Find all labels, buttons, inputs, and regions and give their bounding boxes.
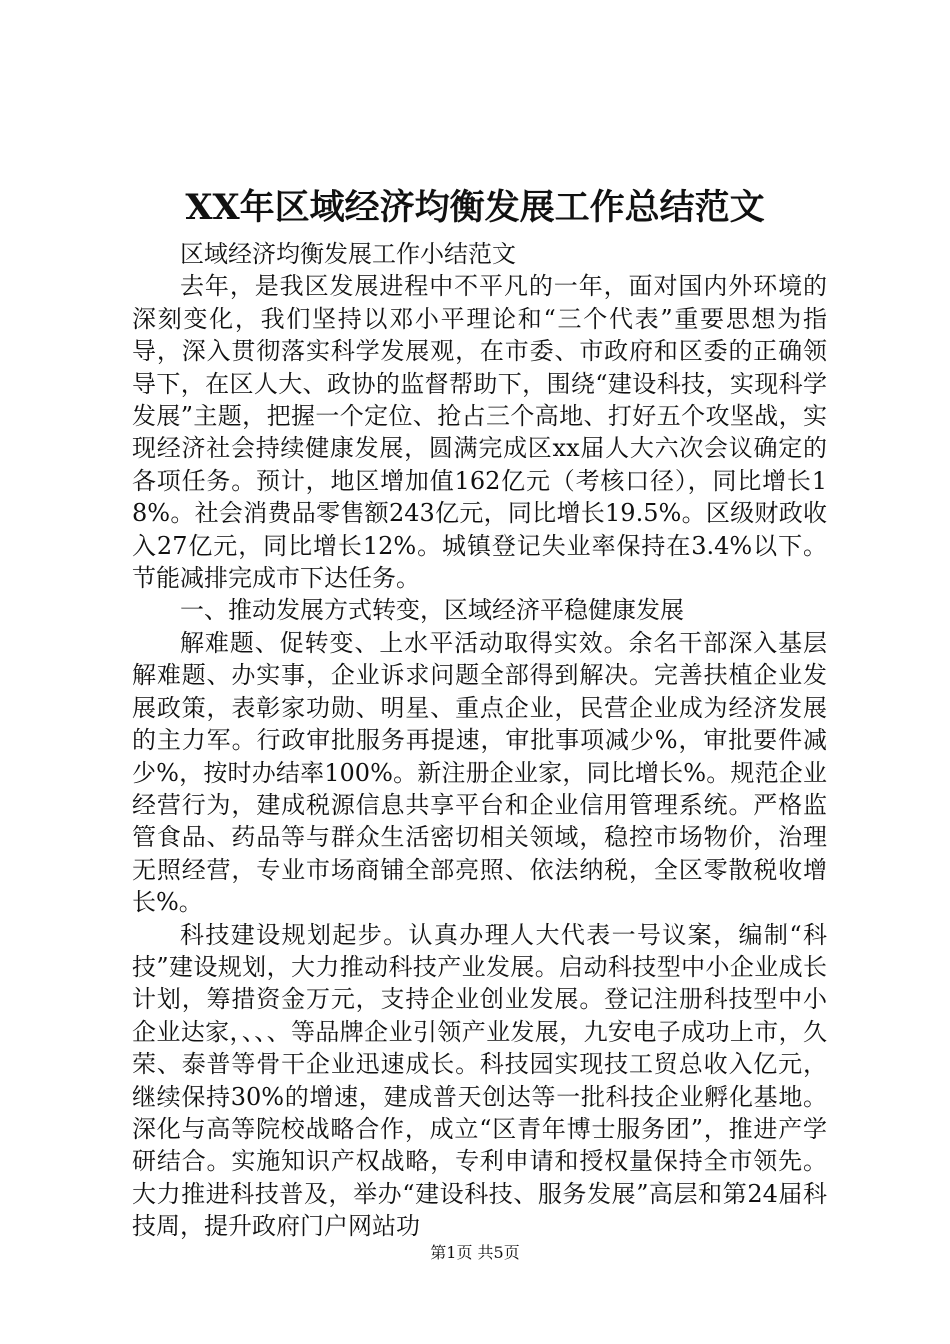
document-body — [132, 238, 827, 1243]
section-heading: 一、推动发展方式转变，区域经济平稳健康发展 — [180, 596, 684, 625]
paragraph-summary: 去年，是我区发展进程中不平凡的一年，面对国内外环境的深刻变化，我们坚持以邓小平理论和“三个代表”重要思想为指导，深入贯彻落实科学发展观，在市委、市政府和区委的正确领导下，在区人大、政协的监督帮助下，围绕“建设科技，实现科学发展”主题，把握一个定位、抢占三个高地、打好五个攻坚战，实现经济社会持续健康发展，圆满完成区xx届人大六次会议确定的各项任务。预计，地区增加值162亿元（考核口径），同比增长18%。社会消费品零售额243亿元，同比增长19.5%。区级财政收入27亿元，同比增长12%。城镇登记失业率保持在3.4%以下。节能减排完成市下达任务。 — [132, 272, 827, 593]
document-title: XX年区域经济均衡发展工作总结范文 — [185, 187, 765, 228]
paragraph-economy: 解难题、促转变、上水平活动取得实效。余名干部深入基层解难题、办实事，企业诉求问题全部得到解决。完善扶植企业发展政策，表彰家功勋、明星、重点企业，民营企业成为经济发展的主力军。行政审批服务再提速，审批事项减少%，审批要件减少%，按时办结率100%。新注册企业家，同比增长%。规范企业经营行为，建成税源信息共享平台和企业信用管理系统。严格监管食品、药品等与群众生活密切相关领域，稳控市场物价，治理无照经营，专业市场商铺全部亮照、依法纳税，全区零散税收增长%。 — [132, 628, 827, 917]
page-footer: 第1页 共5页 — [430, 1243, 520, 1262]
paragraph-technology: 科技建设规划起步。认真办理人大代表一号议案，编制“科技”建设规划，大力推动科技产业发展。启动科技型中小企业成长计划，筹措资金万元，支持企业创业发展。登记注册科技型中小企业达家，、、、等品牌企业引领产业发展，九安电子成功上市，久荣、泰普等骨干企业迅速成长。科技园实现技工贸总收入亿元，继续保持30%的增速，建成普天创达等一批科技企业孵化基地。深化与高等院校战略合作，成立“区青年博士服务团”，推进产学研结合。实施知识产权战略，专利申请和授权量保持全市领先。大力推进科技普及，举办“建设科技、服务发展”高层和第24届科技周，提升政府门户网站功 — [132, 920, 827, 1241]
document-subtitle: 区域经济均衡发展工作小结范文 — [180, 240, 516, 268]
